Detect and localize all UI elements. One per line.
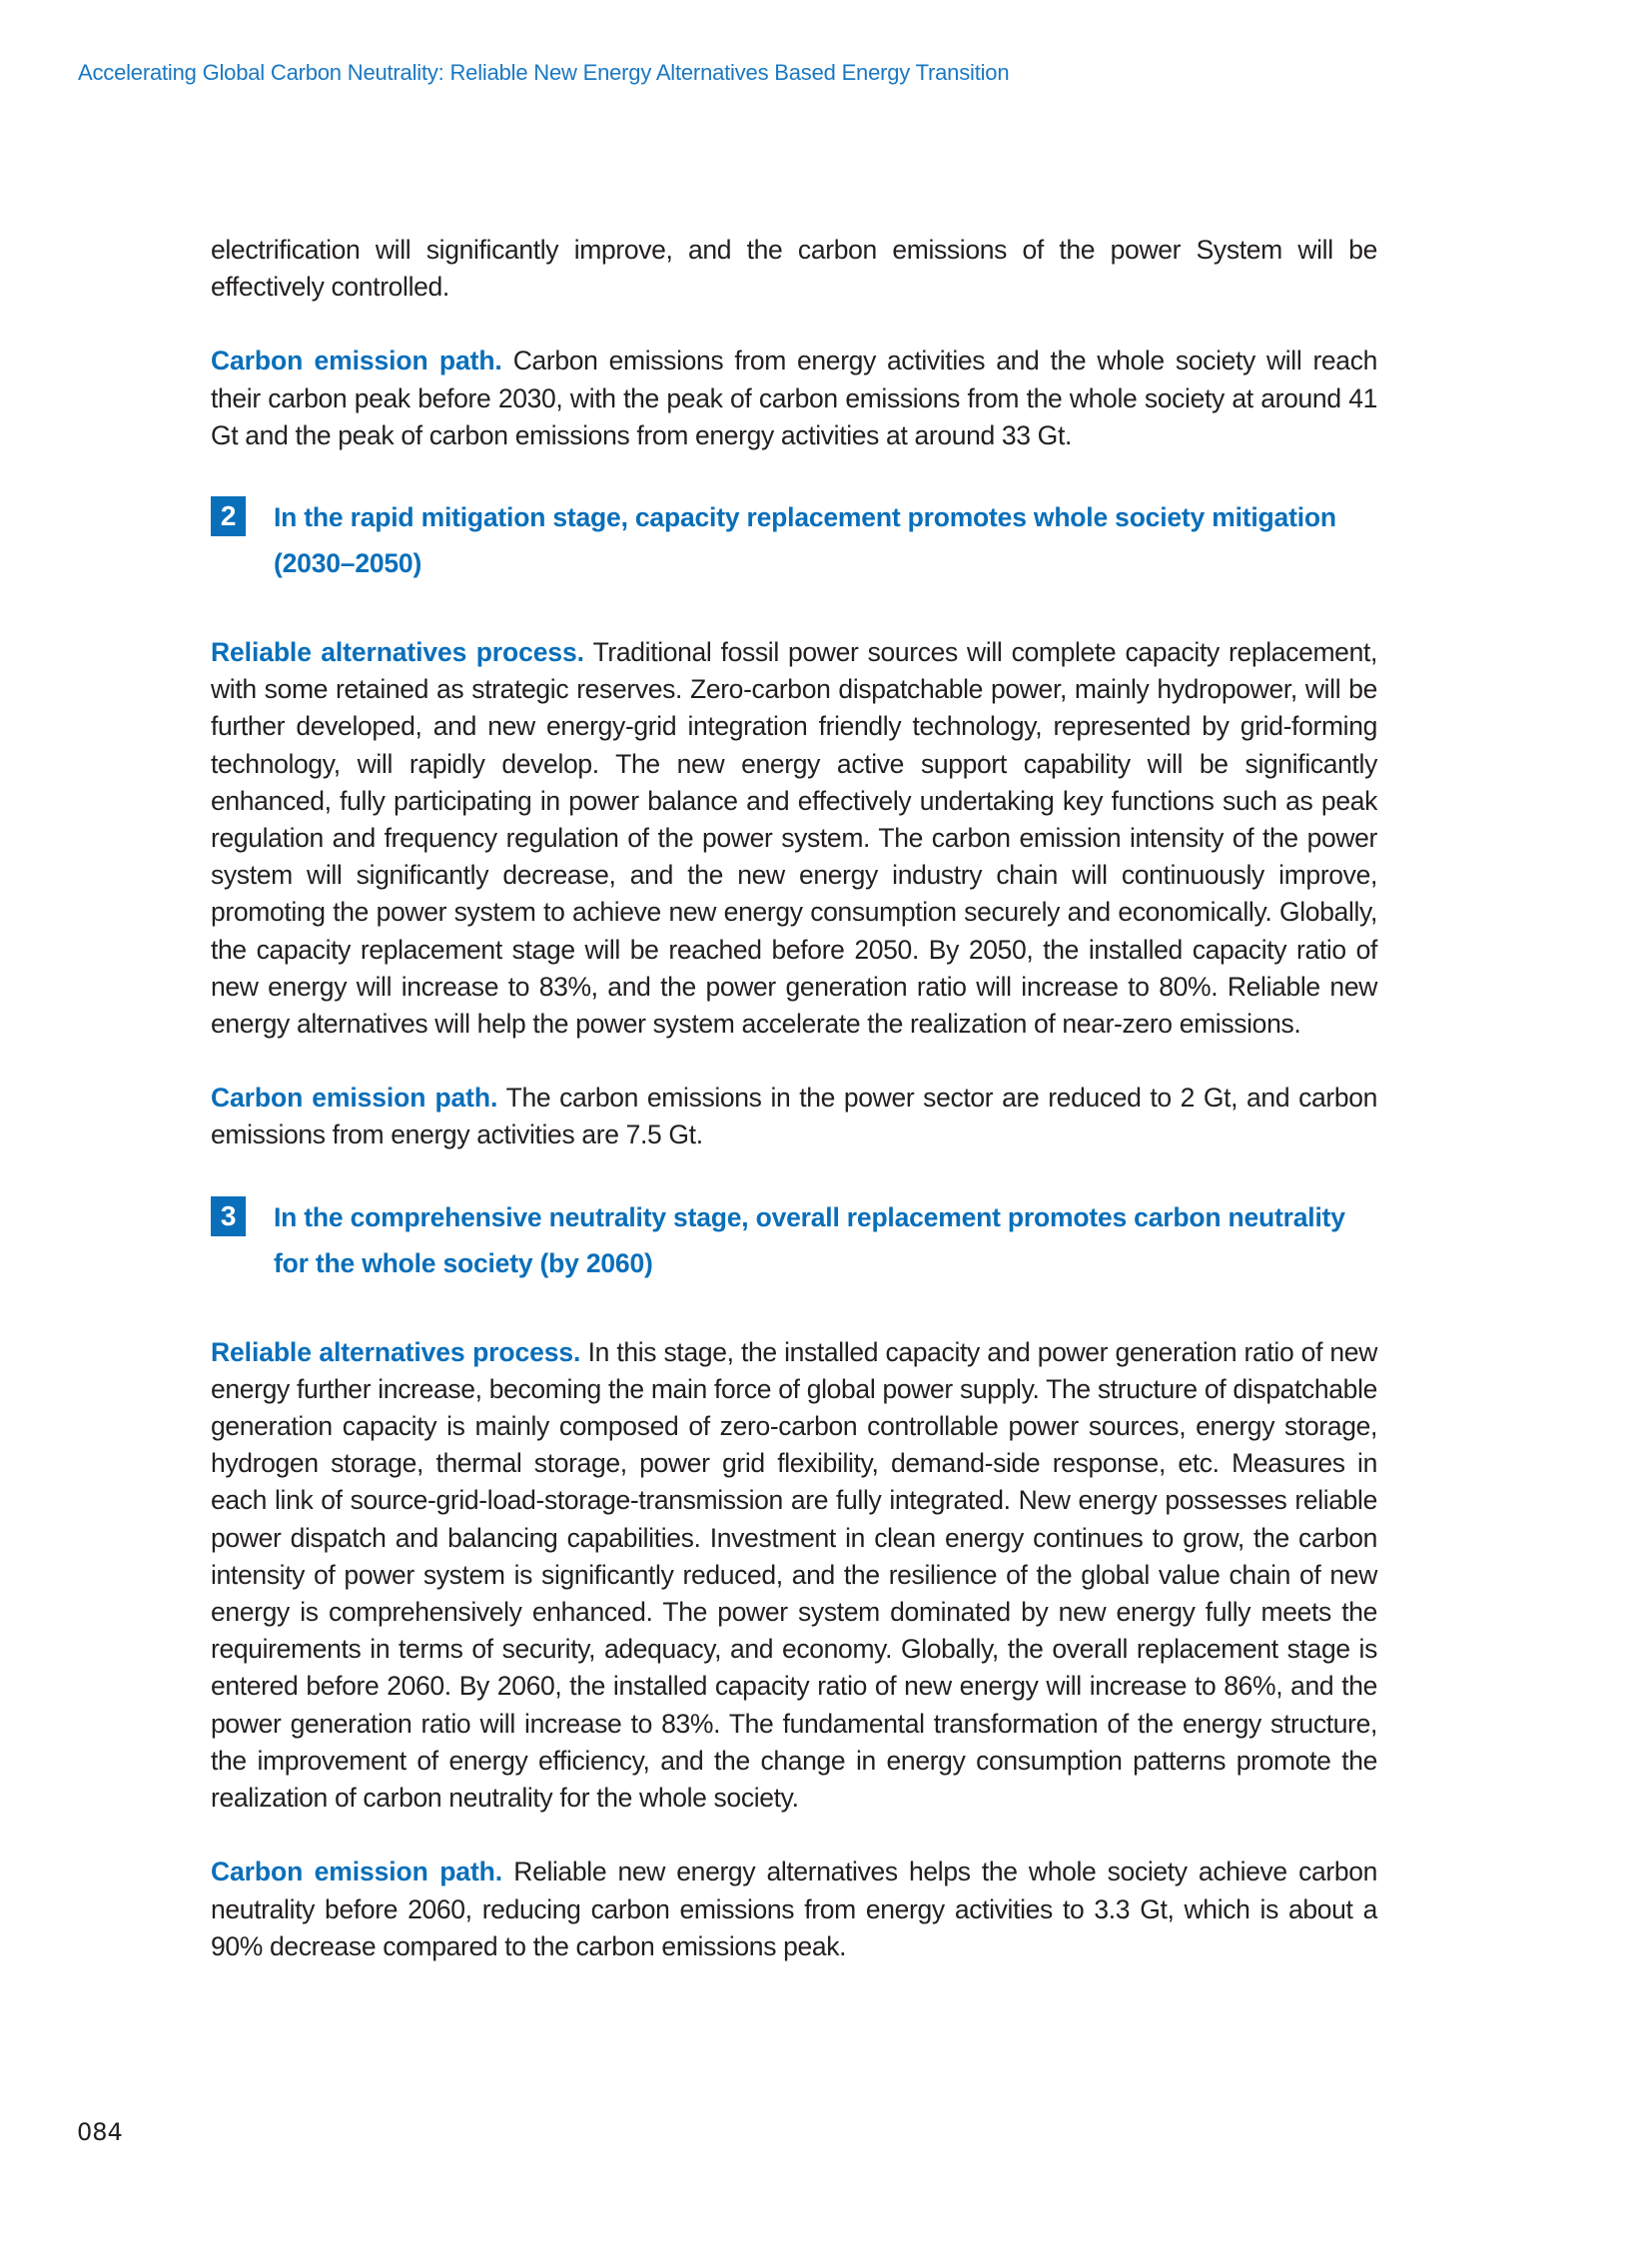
process-lead: Reliable alternatives process.	[211, 1336, 581, 1367]
page-number: 084	[77, 2118, 123, 2146]
carbon-path-text: The carbon emissions in the power sector are reduced to 2 Gt, and carbon emissions from energy activities are 7.5 Gt.	[211, 1083, 1377, 1150]
carbon-path-lead: Carbon emission path.	[211, 346, 502, 376]
carbon-path-lead: Carbon emission path.	[211, 1083, 498, 1114]
stage3-heading	[211, 1194, 1377, 1286]
carbon-path-lead: Carbon emission path.	[211, 1857, 503, 1887]
stage-number-badge: 2	[211, 496, 246, 536]
stage3-carbon-path-paragraph	[211, 1854, 1377, 1965]
stage2-heading-text: In the rapid mitigation stage, capacity replacement promotes whole society mitigation (2030–2050)	[274, 502, 1336, 579]
process-text: In this stage, the installed capacity and power generation ratio of new energy further increase, becoming the main force of global power supply. The structure of dispatchable generation capacity is mainly composed of zero-carbon controllable power sources, energy storage, hydrogen storage, thermal storage, power grid flexibility, demand-side response, etc. Measures in each link of source-grid-load-storage-transmission are fully integrated. New energy possesses reliable power dispatch and balancing capabilities. Investment in clean energy continues to grow, the carbon intensity of power system is significantly reduced, and the resilience of the global value chain of new energy is comprehensively enhanced. The power system dominated by new energy fully meets the requirements in terms of security, adequacy, and economy. Globally, the overall replacement stage is entered before 2060. By 2060, the installed capacity ratio of new energy will increase to 86%, and the power generation ratio will increase to 83%. The fundamental transformation of the energy structure, the improvement of energy efficiency, and the change in energy consumption patterns promote the realization of carbon neutrality for the whole society.	[211, 1336, 1377, 1814]
process-text: Traditional fossil power sources will complete capacity replacement, with some retained as strategic reserves. Zero-carbon dispatchable power, mainly hydropower, will be further developed, and new energy-grid integration friendly technology, represented by grid-forming technology, will rapidly develop. The new energy active support capability will be significantly enhanced, fully participating in power balance and effectively undertaking key functions such as peak regulation and frequency regulation of the power system. The carbon emission intensity of the power system will significantly decrease, and the new energy industry chain will continuously improve, promoting the power system to achieve new energy consumption securely and economically. Globally, the capacity replacement stage will be reached before 2050. By 2050, the installed capacity ratio of new energy will increase to 83%, and the power generation ratio will increase to 80%. Reliable new energy alternatives will help the power system accelerate the realization of near-zero emissions.	[211, 637, 1377, 1040]
stage2-heading	[211, 494, 1377, 586]
carbon-path-text: Carbon emissions from energy activities and the whole society will reach their carbon peak before 2030, with the peak of carbon emissions from the whole society at around 41 Gt and the peak of carbon emissions from energy activities at around 33 Gt.	[211, 346, 1377, 450]
stage3-process-paragraph	[211, 1334, 1377, 1818]
carbon-path-text: Reliable new energy alternatives helps the whole society achieve carbon neutrality before 2060, reducing carbon emissions from energy activities to 3.3 Gt, which is about a 90% decrease compared to the carbon emissions peak.	[211, 1857, 1377, 1961]
intro-text: electrification will significantly improve, and the carbon emissions of the power System will be effectively controlled.	[211, 235, 1377, 303]
stage2-process-paragraph	[211, 634, 1377, 1043]
stage1-carbon-path-paragraph	[211, 343, 1377, 454]
running-header: Accelerating Global Carbon Neutrality: Reliable New Energy Alternatives Based Energy Transition	[78, 60, 1010, 85]
process-lead: Reliable alternatives process.	[211, 637, 584, 668]
page-content	[211, 232, 1377, 2002]
intro-paragraph	[211, 232, 1377, 306]
stage-number-badge: 3	[211, 1196, 246, 1236]
stage3-heading-text: In the comprehensive neutrality stage, overall replacement promotes carbon neutrality for the whole society (by 2060)	[274, 1201, 1345, 1278]
stage2-carbon-path-paragraph	[211, 1080, 1377, 1153]
